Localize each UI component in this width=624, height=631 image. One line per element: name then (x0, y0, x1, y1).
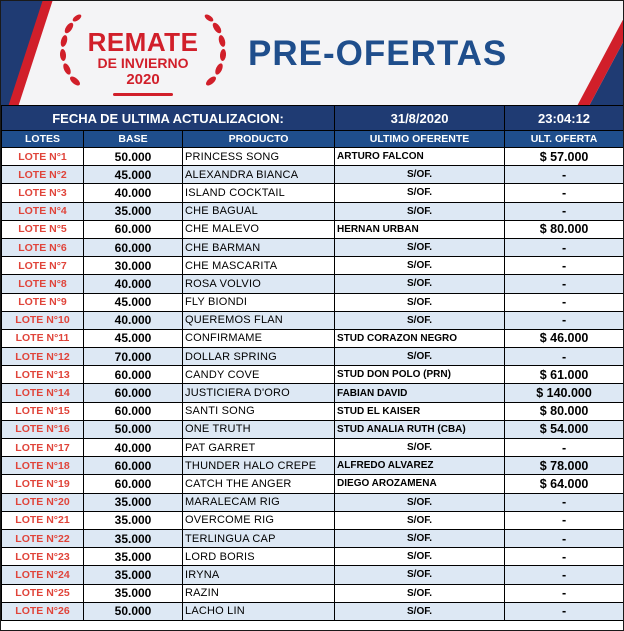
oferente-cell: S/OF. (335, 566, 505, 584)
producto-cell: FLY BIONDI (183, 293, 335, 311)
oferta-cell: - (505, 275, 624, 293)
producto-cell: MARALECAM RIG (183, 493, 335, 511)
oferente-cell: S/OF. (335, 293, 505, 311)
base-cell: 50.000 (84, 420, 183, 438)
update-time: 23:04:12 (505, 106, 624, 131)
oferente-cell: S/OF. (335, 548, 505, 566)
base-cell: 60.000 (84, 238, 183, 256)
oferta-cell: - (505, 293, 624, 311)
oferente-cell: DIEGO AROZAMENA (335, 475, 505, 493)
lote-cell: LOTE N°16 (2, 420, 84, 438)
table-row (2, 329, 624, 347)
table-row (2, 493, 624, 511)
oferta-cell: - (505, 311, 624, 329)
table-row (2, 238, 624, 256)
base-cell: 35.000 (84, 529, 183, 547)
oferente-cell: S/OF. (335, 584, 505, 602)
header-banner (1, 1, 623, 105)
table-row (2, 602, 624, 620)
oferta-cell: - (505, 566, 624, 584)
base-cell: 40.000 (84, 275, 183, 293)
table-row (2, 148, 624, 166)
oferta-cell: - (505, 511, 624, 529)
base-cell: 45.000 (84, 329, 183, 347)
oferente-cell: S/OF. (335, 166, 505, 184)
logo-year-text: 2020 (126, 71, 160, 88)
col-header-lotes: LOTES (2, 131, 84, 148)
lote-cell: LOTE N°13 (2, 366, 84, 384)
producto-cell: TERLINGUA CAP (183, 529, 335, 547)
oferta-cell: - (505, 257, 624, 275)
producto-cell: DOLLAR SPRING (183, 348, 335, 366)
table-row (2, 384, 624, 402)
oferta-cell: - (505, 548, 624, 566)
table-row (2, 202, 624, 220)
oferente-cell: ALFREDO ALVAREZ (335, 457, 505, 475)
oferta-cell: $ 140.000 (505, 384, 624, 402)
lote-cell: LOTE N°22 (2, 529, 84, 547)
lote-cell: LOTE N°6 (2, 238, 84, 256)
oferente-cell: S/OF. (335, 602, 505, 620)
table-row (2, 475, 624, 493)
update-date: 31/8/2020 (335, 106, 505, 131)
base-cell: 50.000 (84, 602, 183, 620)
producto-cell: ONE TRUTH (183, 420, 335, 438)
producto-cell: RAZIN (183, 584, 335, 602)
oferta-cell: $ 78.000 (505, 457, 624, 475)
table-row (2, 311, 624, 329)
base-cell: 60.000 (84, 384, 183, 402)
producto-cell: LORD BORIS (183, 548, 335, 566)
lote-cell: LOTE N°25 (2, 584, 84, 602)
producto-cell: CANDY COVE (183, 366, 335, 384)
oferente-cell: FABIAN DAVID (335, 384, 505, 402)
lote-cell: LOTE N°26 (2, 602, 84, 620)
producto-cell: CATCH THE ANGER (183, 475, 335, 493)
oferente-cell: STUD CORAZON NEGRO (335, 329, 505, 347)
base-cell: 70.000 (84, 348, 183, 366)
producto-cell: JUSTICIERA D'ORO (183, 384, 335, 402)
producto-cell: QUEREMOS FLAN (183, 311, 335, 329)
oferta-cell: - (505, 348, 624, 366)
oferente-cell: STUD ANALIA RUTH (CBA) (335, 420, 505, 438)
table-row (2, 166, 624, 184)
producto-cell: CHE BARMAN (183, 238, 335, 256)
table-row (2, 348, 624, 366)
oferente-cell: S/OF. (335, 238, 505, 256)
lote-cell: LOTE N°1 (2, 148, 84, 166)
lote-cell: LOTE N°17 (2, 439, 84, 457)
oferta-cell: - (505, 529, 624, 547)
page-title: PRE-OFERTAS (248, 34, 508, 73)
table-row (2, 584, 624, 602)
producto-cell: CHE MASCARITA (183, 257, 335, 275)
producto-cell: CHE BAGUAL (183, 202, 335, 220)
update-row (2, 106, 624, 131)
lote-cell: LOTE N°14 (2, 384, 84, 402)
table-row (2, 293, 624, 311)
base-cell: 60.000 (84, 457, 183, 475)
oferta-cell: - (505, 184, 624, 202)
oferta-cell: - (505, 166, 624, 184)
oferta-cell: - (505, 238, 624, 256)
table-row (2, 275, 624, 293)
oferente-cell: S/OF. (335, 275, 505, 293)
oferta-cell: $ 46.000 (505, 329, 624, 347)
producto-cell: PRINCESS SONG (183, 148, 335, 166)
remate-de-invierno-logo (53, 9, 233, 101)
oferente-cell: S/OF. (335, 529, 505, 547)
lote-cell: LOTE N°23 (2, 548, 84, 566)
lote-cell: LOTE N°24 (2, 566, 84, 584)
oferente-cell: S/OF. (335, 511, 505, 529)
lote-cell: LOTE N°12 (2, 348, 84, 366)
lote-cell: LOTE N°10 (2, 311, 84, 329)
producto-cell: THUNDER HALO CREPE (183, 457, 335, 475)
base-cell: 60.000 (84, 402, 183, 420)
base-cell: 45.000 (84, 166, 183, 184)
base-cell: 45.000 (84, 293, 183, 311)
oferente-cell: HERNAN URBAN (335, 220, 505, 238)
lote-cell: LOTE N°3 (2, 184, 84, 202)
logo-invierno-text: DE INVIERNO (97, 55, 189, 71)
producto-cell: IRYNA (183, 566, 335, 584)
lote-cell: LOTE N°2 (2, 166, 84, 184)
lote-cell: LOTE N°7 (2, 257, 84, 275)
oferente-cell: S/OF. (335, 184, 505, 202)
logo-remate-text: REMATE (87, 27, 199, 57)
table-row (2, 420, 624, 438)
lote-cell: LOTE N°8 (2, 275, 84, 293)
lote-cell: LOTE N°21 (2, 511, 84, 529)
oferta-cell: $ 57.000 (505, 148, 624, 166)
table-row (2, 566, 624, 584)
oferente-cell: S/OF. (335, 311, 505, 329)
producto-cell: PAT GARRET (183, 439, 335, 457)
base-cell: 40.000 (84, 184, 183, 202)
oferente-cell: S/OF. (335, 202, 505, 220)
producto-cell: LACHO LIN (183, 602, 335, 620)
base-cell: 35.000 (84, 584, 183, 602)
base-cell: 30.000 (84, 257, 183, 275)
lote-cell: LOTE N°19 (2, 475, 84, 493)
base-cell: 35.000 (84, 566, 183, 584)
base-cell: 50.000 (84, 148, 183, 166)
base-cell: 35.000 (84, 202, 183, 220)
table-row (2, 366, 624, 384)
table-row (2, 439, 624, 457)
table-row (2, 257, 624, 275)
oferente-cell: S/OF. (335, 348, 505, 366)
producto-cell: CONFIRMAME (183, 329, 335, 347)
table-row (2, 220, 624, 238)
oferta-cell: - (505, 602, 624, 620)
oferta-cell: - (505, 584, 624, 602)
lote-cell: LOTE N°5 (2, 220, 84, 238)
oferente-cell: S/OF. (335, 257, 505, 275)
lote-cell: LOTE N°11 (2, 329, 84, 347)
oferente-cell: ARTURO FALCON (335, 148, 505, 166)
oferta-cell: $ 64.000 (505, 475, 624, 493)
lote-cell: LOTE N°20 (2, 493, 84, 511)
base-cell: 60.000 (84, 220, 183, 238)
oferta-cell: - (505, 493, 624, 511)
table-row (2, 548, 624, 566)
col-header-ultimo-oferente: ULTIMO OFERENTE (335, 131, 505, 148)
producto-cell: ROSA VOLVIO (183, 275, 335, 293)
oferente-cell: S/OF. (335, 493, 505, 511)
oferta-cell: $ 80.000 (505, 402, 624, 420)
base-cell: 60.000 (84, 366, 183, 384)
base-cell: 60.000 (84, 475, 183, 493)
oferta-cell: $ 54.000 (505, 420, 624, 438)
pre-ofertas-table (1, 105, 624, 621)
base-cell: 35.000 (84, 548, 183, 566)
producto-cell: OVERCOME RIG (183, 511, 335, 529)
base-cell: 40.000 (84, 311, 183, 329)
table-row (2, 457, 624, 475)
table-row (2, 402, 624, 420)
producto-cell: CHE MALEVO (183, 220, 335, 238)
oferente-cell: STUD DON POLO (PRN) (335, 366, 505, 384)
oferta-cell: - (505, 202, 624, 220)
producto-cell: ISLAND COCKTAIL (183, 184, 335, 202)
column-header-row (2, 131, 624, 148)
update-label: FECHA DE ULTIMA ACTUALIZACION: (2, 106, 335, 131)
table-row (2, 511, 624, 529)
col-header-ult-oferta: ULT. OFERTA (505, 131, 624, 148)
producto-cell: SANTI SONG (183, 402, 335, 420)
oferente-cell: STUD EL KAISER (335, 402, 505, 420)
producto-cell: ALEXANDRA BIANCA (183, 166, 335, 184)
lote-cell: LOTE N°15 (2, 402, 84, 420)
oferta-cell: - (505, 439, 624, 457)
base-cell: 35.000 (84, 493, 183, 511)
oferta-cell: $ 61.000 (505, 366, 624, 384)
lote-cell: LOTE N°4 (2, 202, 84, 220)
base-cell: 40.000 (84, 439, 183, 457)
oferente-cell: S/OF. (335, 439, 505, 457)
col-header-producto: PRODUCTO (183, 131, 335, 148)
table-row (2, 529, 624, 547)
col-header-base: BASE (84, 131, 183, 148)
oferta-cell: $ 80.000 (505, 220, 624, 238)
table-row (2, 184, 624, 202)
base-cell: 35.000 (84, 511, 183, 529)
lote-cell: LOTE N°18 (2, 457, 84, 475)
lote-cell: LOTE N°9 (2, 293, 84, 311)
